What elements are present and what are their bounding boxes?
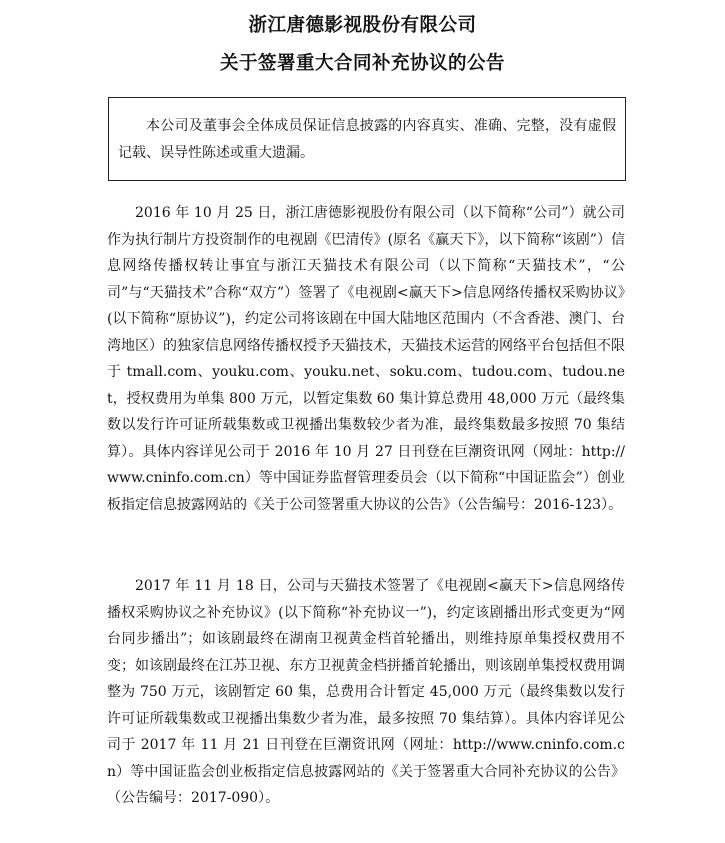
document-title: 关于签署重大合同补充协议的公告: [219, 53, 505, 74]
company-name: 浙江唐德影视股份有限公司: [248, 15, 477, 36]
paragraph-original-agreement: 2016 年 10 月 25 日，浙江唐德影视股份有限公司（以下简称“公司”）就公司作为执行制片方投资制作的电视剧《巴清传》(原名《赢天下》，以下简称“该剧”）信息网络传播权转让事宜与浙江天猫技术有限公司（以下简称“天猫技术”，“公司”与“天猫技术”合称“双方”）签署了《电视剧<赢天下>信息网络传播权采购协议》(以下简称“原协议”)，约定公司将该剧在中国大陆地区范围内（不含香港、澳门、台湾地区）的独家信息网络传播权授予天猫技术，天猫技术运营的网络平台包括但不限于 tmall.com、youku.com、youku.net、soku.com、tudou.com、tudou.net，授权费用为单集 800 万元，以暂定集数 60 集计算总费用 48,000 万元（最终集数以发行许可证所载集数或卫视播出集数较少者为准，最终集数最多按照 70 集结算）。具体内容详见公司于 2016 年 10 月 27 日刊登在巨潮资讯网（网址：http://www.cninfo.com.cn）等中国证券监督管理委员会（以下简称“中国证监会”）创业板指定信息披露网站的《关于公司签署重大协议的公告》（公告编号：2016-123）。: [107, 205, 625, 513]
disclaimer-box: [108, 97, 626, 181]
disclaimer-text: 本公司及董事会全体成员保证信息披露的内容真实、准确、完整，没有虚假记载、误导性陈述或重大遗漏。: [118, 118, 616, 161]
paragraph-supplement-one: 2017 年 11 月 18 日，公司与天猫技术签署了《电视剧<赢天下>信息网络传播权采购协议之补充协议》(以下简称“补充协议一”)，约定该剧播出形式变更为“网台同步播出”；如该剧最终在湖南卫视黄金档首轮播出，则维持原单集授权费用不变；如该剧最终在江苏卫视、东方卫视黄金档拼播首轮播出，则该剧单集授权费用调整为 750 万元，该剧暂定 60 集，总费用合计暂定 45,000 万元（最终集数以发行许可证所载集数或卫视播出集数少者为准，最多按照 70 集结算）。具体内容详见公司于 2017 年 11 月 21 日刊登在巨潮资讯网（网址：http://www.cninfo.com.cn）等中国证监会创业板指定信息披露网站的《关于签署重大合同补充协议的公告》（公告编号：2017-090）。: [107, 578, 625, 806]
